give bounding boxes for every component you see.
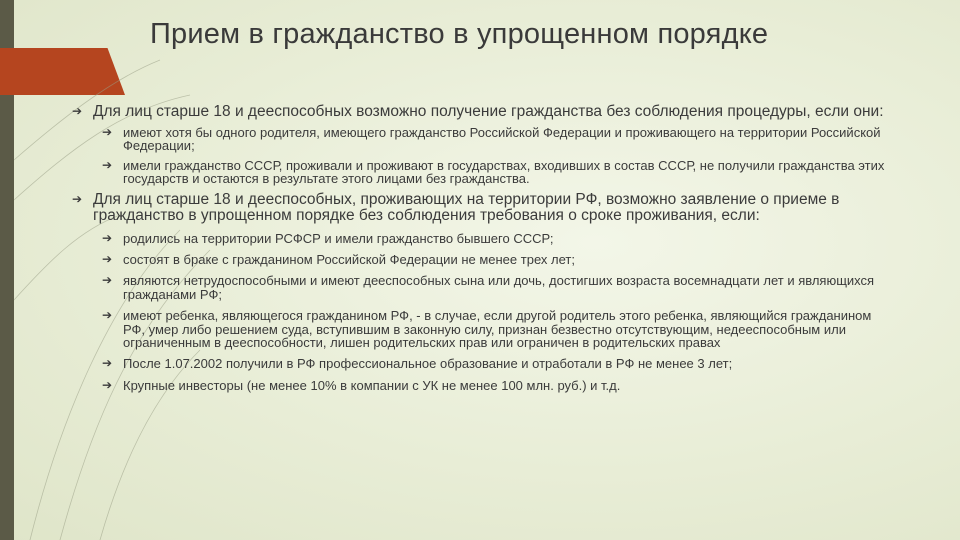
arrow-right-bullet-icon: ➔ (72, 104, 83, 118)
bullet-text: После 1.07.2002 получили в РФ профессиональное образование и отработали в РФ не менее 3 лет; (123, 356, 733, 372)
sub-bullet-item (70, 253, 890, 266)
sub-bullet-item (70, 126, 890, 153)
arrow-right-bullet-icon: ➔ (102, 356, 113, 371)
arrow-right-bullet-icon: ➔ (102, 230, 113, 245)
bullet-text: родились на территории РСФСР и имели гражданство бывшего СССР; (123, 230, 554, 246)
bullet-item (70, 192, 890, 224)
sub-bullet-item (70, 274, 890, 301)
bullet-text: Крупные инвесторы (не менее 10% в компании с УК не менее 100 млн. руб.) и т.д. (123, 377, 621, 393)
bullet-text: имеют ребенка, являющегося гражданином РФ, - в случае, если другой родитель этого ребенка, являющийся гражданином РФ, умер либо решением суда, вступившим в законную силу, признан безвестно отсутствующим, недееспособным или ограниченным в дееспособности, лишен родительских прав или ограничен в родительских правах (123, 308, 872, 351)
sub-bullet-item (70, 159, 890, 186)
bullet-text: имели гражданство СССР, проживали и проживают в государствах, входивших в состав СССР, не получили гражданства этих государств и остаются в результате этого лицами без гражданства. (123, 157, 885, 187)
bullet-text: Для лиц старше 18 и дееспособных, проживающих на территории РФ, возможно заявление о приеме в гражданство в упрощенном порядке без соблюдения требования о сроке проживания, если: (93, 190, 840, 224)
sub-bullet-item (70, 379, 890, 392)
bullet-text: состоят в браке с гражданином Российской Федерации не менее трех лет; (123, 252, 575, 268)
arrow-right-bullet-icon: ➔ (102, 377, 113, 392)
sub-bullet-item (70, 232, 890, 245)
arrow-right-bullet-icon: ➔ (102, 252, 113, 267)
arrow-right-bullet-icon: ➔ (102, 308, 113, 323)
bullet-item (70, 104, 890, 120)
bullet-list (70, 104, 890, 392)
bullet-text: являются нетрудоспособными и имеют дееспособных сына или дочь, достигших возраста восемнадцати лет и являющихся гражданами РФ; (123, 273, 875, 302)
sub-bullet-item (70, 309, 890, 349)
arrow-right-bullet-icon: ➔ (102, 157, 113, 172)
bullet-text: Для лиц старше 18 и дееспособных возможно получение гражданства без соблюдения процедуры, если они: (93, 103, 884, 120)
slide-title: Прием в гражданство в упрощенном порядке (150, 18, 769, 50)
sub-bullet-item (70, 357, 890, 370)
arrow-right-bullet-icon: ➔ (102, 125, 113, 139)
bullet-text: имеют хотя бы одного родителя, имеющего гражданство Российской Федерации и проживающего на территории Российской Федерации; (123, 125, 881, 154)
title-accent-tab (0, 48, 125, 95)
arrow-right-bullet-icon: ➔ (72, 191, 83, 206)
arrow-right-bullet-icon: ➔ (102, 273, 113, 288)
